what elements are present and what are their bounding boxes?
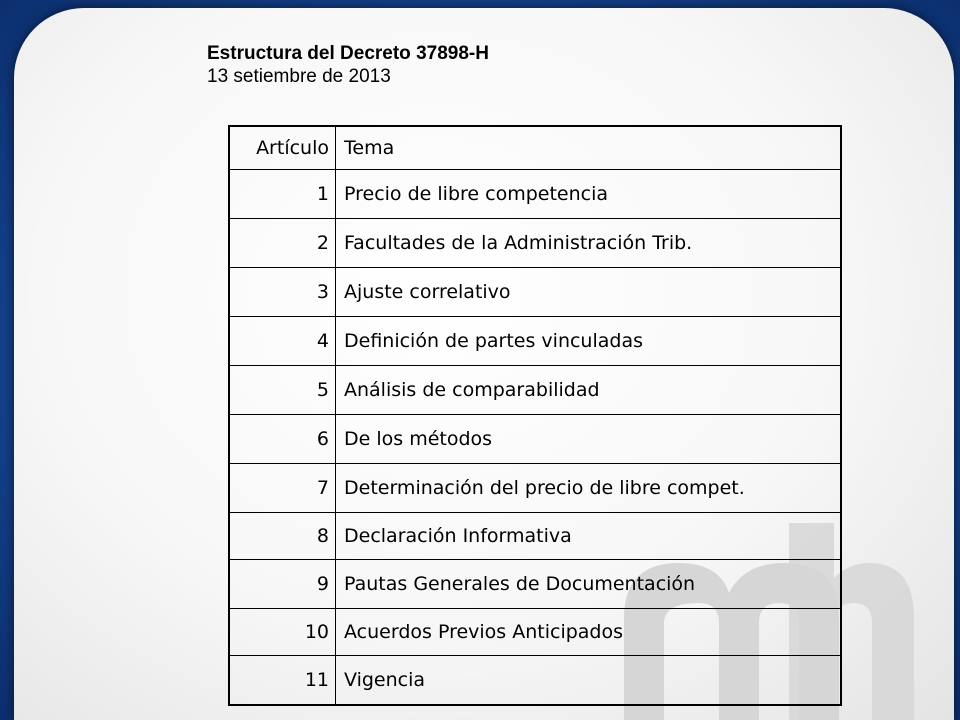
decree-date: 13 setiembre de 2013: [207, 66, 391, 87]
table-row: [229, 464, 841, 513]
article-number: 5: [229, 366, 336, 415]
article-topic: Precio de libre competencia: [336, 170, 842, 219]
table-row: [229, 170, 841, 219]
article-number: 9: [229, 560, 336, 609]
table-row: [229, 317, 841, 366]
table-header-row: [229, 126, 841, 170]
article-topic: Acuerdos Previos Anticipados: [336, 609, 842, 656]
article-topic: Pautas Generales de Documentación: [336, 560, 842, 609]
article-topic: Análisis de comparabilidad: [336, 366, 842, 415]
article-number: 10: [229, 609, 336, 656]
article-topic: Ajuste correlativo: [336, 268, 842, 317]
article-number: 1: [229, 170, 336, 219]
table-row: [229, 219, 841, 268]
table-row: [229, 609, 841, 656]
article-number: 8: [229, 513, 336, 560]
table-row: [229, 513, 841, 560]
decree-title: Estructura del Decreto 37898-H: [207, 43, 489, 64]
column-header-topic: Tema: [336, 126, 842, 170]
article-number: 4: [229, 317, 336, 366]
slide-background: [14, 8, 954, 720]
table-row: [229, 560, 841, 609]
header-block: [207, 42, 489, 88]
column-header-article: Artículo: [229, 126, 336, 170]
article-number: 2: [229, 219, 336, 268]
article-number: 7: [229, 464, 336, 513]
table-row: [229, 366, 841, 415]
article-number: 6: [229, 415, 336, 464]
article-topic: Declaración Informativa: [336, 513, 842, 560]
article-topic: De los métodos: [336, 415, 842, 464]
article-topic: Definición de partes vinculadas: [336, 317, 842, 366]
table-row: [229, 415, 841, 464]
table-row: [229, 656, 841, 706]
article-topic: Facultades de la Administración Trib.: [336, 219, 842, 268]
decree-structure-table: [228, 125, 842, 706]
article-topic: Determinación del precio de libre compet.: [336, 464, 842, 513]
table-row: [229, 268, 841, 317]
article-number: 11: [229, 656, 336, 706]
article-topic: Vigencia: [336, 656, 842, 706]
article-number: 3: [229, 268, 336, 317]
